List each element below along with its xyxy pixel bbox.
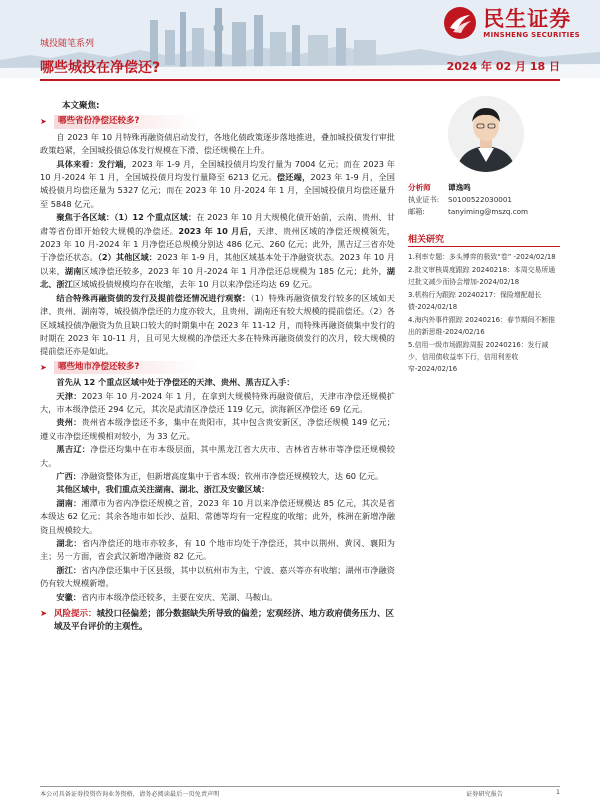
minsheng-logo-icon: [443, 6, 477, 40]
report-series: 城投随笔系列: [40, 39, 95, 49]
body-text: 天津、贵州区域的净偿还规模领先，2023 年 10 月-2024 年 1 月净偿还总规模分别达 486 亿元、260 亿元；此外，黑吉辽三省亦处于净偿还状态。: [40, 225, 395, 263]
lead-text: 其他区域中，我们重点关注湖南、湖北、浙江及安徽区域：: [56, 484, 270, 495]
logo-chinese-name: 民生证券: [483, 7, 572, 31]
risk-label: 风险提示：: [54, 609, 97, 620]
body-text: 2023 年 10 月-2024 年 1 月，在拿到大规模特殊再融资债后，天津市净偿还规模扩大，市本级净偿还 294 亿元，其次是武清区净偿还 119 亿元，滨海新区净偿还 69 亿元。: [40, 390, 395, 414]
paragraph: [40, 292, 395, 359]
body-text: 湘潭市为省内净偿还规模之首，2023 年 10 月以来净偿还规模达 85 亿元，其次是省本级达 62 亿元；其余各地市如长沙、益阳、常德等均有一定程度的收缩；此外，株洲在新增净融资且规模较大。: [40, 497, 395, 535]
analyst-name: 谭逸鸣: [448, 183, 471, 192]
report-date: 2024 年 02 月 18 日: [446, 60, 560, 73]
paragraph-tianjin: [40, 390, 395, 417]
analyst-info: [408, 182, 560, 218]
lead-text: 湖北、浙江: [40, 265, 395, 290]
body-text: 区域净偿还较多，2023 年 10 月-2024 年 1 月净偿还总规模为 185 亿元；此外，: [81, 265, 387, 276]
body-text: 净偿还均集中在市本级层面，其中黑龙江省大庆市、吉林省吉林市等净偿还规模较大。: [40, 444, 395, 468]
paragraph-hunan: [40, 497, 395, 537]
question-heading-1: [40, 115, 395, 128]
question-heading-2: [40, 361, 395, 374]
paragraph-hubei: [40, 537, 395, 564]
logo-english-name: MINSHENG SECURITIES: [483, 31, 580, 39]
body-text: 2023 年 1-9 月，全国城投债月均发行量为 7004 亿元；而在 2023 年 10 月-2024 年 1 月，全国城投债月均发行量降至 6213 亿元。: [40, 158, 395, 183]
related-item[interactable]: 4.海内外事件跟踪 20240216：春节期间不断推出的新思维-2024/02/16: [408, 316, 556, 336]
related-item[interactable]: 2.批文审核周度跟踪 20240218：本周交易所通过批文减少而协会增加-2024/02/18: [408, 266, 556, 286]
region-label: 湖北：: [56, 538, 82, 548]
body-text: 省内市本级净偿还较多，主要在安庆、芜湖、马鞍山。: [80, 591, 278, 602]
footer-divider: [40, 786, 560, 787]
body-text: 净融资整体为正，但新增高度集中于省本级；钦州市净偿还规模较大，达 60 亿元。: [80, 470, 384, 481]
lead-text: 湖南: [64, 265, 82, 276]
lead-text: 2023 年 10 月后，: [178, 225, 258, 236]
analyst-label: 分析师: [408, 183, 431, 192]
lead-text: 结合特殊再融资债的发行及提前偿还情况进行观察：: [56, 292, 251, 303]
related-item[interactable]: 5.信用一级市场跟踪周报 20240216：发行减少，信用债收益率下行，信用利差收窄-2024/02/16: [408, 341, 549, 373]
body-text: 2023 年 1-9 月，其他区域基本处于净融资状态。2023 年 10 月以来，: [40, 252, 395, 276]
paragraph: [40, 158, 395, 212]
related-research-list: [408, 251, 560, 376]
arrow-icon: ➤: [40, 117, 47, 127]
body-text: 省内净偿还的地市亦较多，有 10 个地市均处于净偿还，其中以荆州、黄冈、襄阳为主；另一方面，省会武汉新增净融资 82 亿元。: [40, 538, 395, 562]
arrow-icon: ➤: [40, 609, 48, 620]
paragraph: [40, 483, 395, 496]
region-label: 湖南：: [56, 497, 82, 508]
region-label: 广西：: [56, 470, 81, 481]
paragraph: 自 2023 年 10 月特殊再融资债启动发行，各地化债政策逐步落地推进，叠加城投债发行审批政策趋紧，全国城投债总体发行规模在下滑、偿还规模在上升。: [40, 131, 395, 156]
arrow-icon: ➤: [40, 362, 47, 372]
lead-text: （2）其他区域：: [97, 252, 158, 263]
paragraph-anhui: [40, 591, 395, 604]
paragraph: [40, 376, 395, 389]
body-text: （1）特殊再融资债发行较多的区域如天津、贵州、湖南等，城投债净偿还的力度亦较大，且贵州、湖南还有较大规模的提前偿还。（2）各区域城投债净融资为负且缺口较大的时期集中在 2023 年 11-12 月，而特殊再融资债集中发行的时期在 2023 年 10-11 月，且可见大规模的净偿还大多在特殊再融资债发行的次月，较大规模的提前偿还亦是如此。: [40, 292, 395, 357]
related-item[interactable]: 1.利率专题：多头博弈的极致“卷” -2024/02/18: [408, 253, 556, 261]
related-item[interactable]: 3.机构行为跟踪 20240217：保险增配超长债-2024/02/18: [408, 291, 542, 311]
region-label: 贵州：: [56, 417, 82, 428]
cert-number: S0100522030001: [448, 195, 513, 204]
cert-label: 执业证书:: [408, 195, 440, 204]
body-text: 省内净偿还集中于区县级，其中以杭州市为主，宁波、嘉兴等亦有收缩；湖州市净融资仍有较大规模新增。: [40, 564, 395, 589]
region-label: 天津：: [56, 390, 82, 401]
region-label: 安徽：: [56, 591, 81, 602]
analyst-photo: [448, 96, 524, 172]
report-title: 哪些城投在净偿还?: [40, 60, 161, 76]
email-label: 邮箱:: [408, 207, 425, 216]
paragraph-heijiliao: [40, 443, 395, 470]
summary-heading: 本文聚焦:: [62, 101, 100, 111]
body-text: 区域城投债规模均存在收缩，去年 10 月以来净偿还均达 69 亿元。: [72, 279, 317, 290]
paragraph-guizhou: [40, 416, 395, 443]
footer-report-type: 证券研究报告: [466, 791, 504, 798]
body-text: 在 2023 年 10 月大规模化债开始前，云南、贵州、甘肃等省份即开始较大规模的净偿还。: [40, 212, 395, 236]
related-divider: [408, 246, 560, 247]
question-text: 哪些地市净偿还较多?: [54, 361, 199, 374]
header-divider: [40, 79, 560, 81]
body-text: 贵州省本级净偿还不多，集中在贵阳市，其中包含贵安新区，净偿还规模 149 亿元；遵义市净偿还规模相对较小，为 33 亿元。: [40, 417, 395, 441]
risk-warning: [40, 608, 395, 635]
lead-text: 聚焦于各区域：（1）12 个重点区域：: [56, 212, 197, 223]
related-research-title: 相关研究: [408, 235, 445, 245]
page-number: 1: [556, 789, 560, 796]
body-text: 2023 年 1-9 月，全国城投债月均偿还量为 5327 亿元；而在 2023 年 10 月-2024 年 1 月，全国城投债月均偿还量升至 5848 亿元。: [40, 172, 395, 209]
analyst-email[interactable]: tanyiming@mszq.com: [448, 207, 529, 216]
region-label: 浙江：: [56, 564, 82, 575]
analyst-portrait-icon: [448, 96, 524, 172]
question-text: 哪些省份净偿还较多?: [54, 115, 199, 128]
paragraph-guangxi: [40, 470, 395, 483]
paragraph: [40, 211, 395, 291]
brand-logo: [443, 6, 580, 40]
main-content: [40, 100, 395, 635]
lead-text: 偿还端，: [276, 172, 311, 183]
risk-text: 城投口径偏差；部分数据缺失所导致的偏差；宏观经济、地方政府债务压力、区域及平台评价的主观性。: [54, 609, 395, 633]
paragraph-zhejiang: [40, 564, 395, 591]
footer-disclaimer: 本公司具备证券投资咨询业务资格，请务必阅读最后一页免责声明: [40, 791, 220, 798]
lead-text: 首先从 12 个重点区域中处于净偿还的天津、贵州、黑吉辽入手：: [56, 377, 295, 388]
lead-text: 具体来看：发行端，: [56, 158, 132, 169]
region-label: 黑吉辽：: [56, 444, 91, 455]
